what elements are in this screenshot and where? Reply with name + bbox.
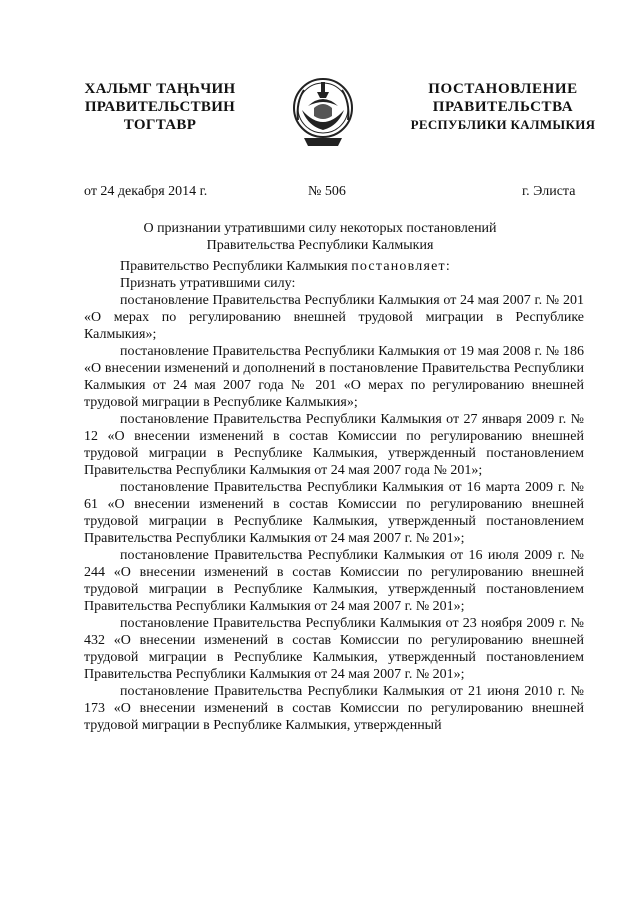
- repealed-item: постановление Правительства Республики Калмыкия от 23 ноября 2009 г. № 432 «О внесении изменений в состав Комиссии по регулированию внешней трудовой миграции в Республике Калмыкия, утвержденный постановлением Правительства Республики Калмыкия от 24 мая 2007 г. № 201»;: [84, 616, 584, 682]
- header-kalmyk: [70, 80, 250, 134]
- coat-of-arms-icon: [290, 72, 356, 152]
- repealed-item: постановление Правительства Республики Калмыкия от 16 марта 2009 г. № 61 «О внесении изменений в состав Комиссии по регулированию внешней трудовой миграции в Республике Калмыкия, утвержденный постановлением Правительства Республики Калмыкия от 24 мая 2007 г. № 201»;: [84, 480, 584, 546]
- header-russian-line: РЕСПУБЛИКИ КАЛМЫКИЯ: [410, 117, 596, 132]
- document-title: [120, 220, 520, 254]
- intro-verb: постановляет:: [351, 259, 451, 274]
- header-russian-line: ПОСТАНОВЛЕНИЕ: [428, 81, 578, 97]
- header-kalmyk-line: ХАЛЬМГ ТАҢҺЧИН: [84, 81, 236, 97]
- document-body: [84, 258, 584, 734]
- repealed-item: постановление Правительства Республики Калмыкия от 27 января 2009 г. № 12 «О внесении изменений в состав Комиссии по регулированию внешней трудовой миграции в Республике Калмыкия, утвержденный постановлением Правительства Республики Калмыкия от 24 мая 2007 года № 201»;: [84, 412, 584, 478]
- intro-paragraph: [84, 258, 584, 275]
- document-meta: [0, 184, 640, 202]
- title-line: О признании утратившими силу некоторых постановлений: [143, 221, 497, 236]
- repealed-item: постановление Правительства Республики Калмыкия от 16 июля 2009 г. № 244 «О внесении изменений в состав Комиссии по регулированию внешней трудовой миграции в Республике Калмыкия, утвержденный постановлением Правительства Республики Калмыкия от 24 мая 2007 г. № 201»;: [84, 548, 584, 614]
- title-line: Правительства Республики Калмыкия: [206, 238, 434, 253]
- header-kalmyk-line: ПРАВИТЕЛЬСТВИН: [84, 99, 236, 115]
- repealed-item: постановление Правительства Республики Калмыкия от 24 мая 2007 г. № 201 «О мерах по регулированию внешней трудовой миграции в Республике Калмыкия»;: [84, 293, 584, 342]
- header-kalmyk-line: ТОГТАВР: [123, 117, 197, 133]
- header-russian-line: ПРАВИТЕЛЬСТВА: [432, 99, 574, 115]
- repealed-item: постановление Правительства Республики Калмыкия от 21 июня 2010 г. № 173 «О внесении изменений в состав Комиссии по регулированию внешней трудовой миграции в Республике Калмыкия, утвержденный: [84, 684, 584, 733]
- document-number: № 506: [308, 184, 346, 199]
- document-date: от 24 декабря 2014 г.: [84, 184, 208, 199]
- header-russian: [398, 80, 608, 134]
- intro-subject: Правительство Республики Калмыкия: [120, 259, 352, 274]
- repealed-item: постановление Правительства Республики Калмыкия от 19 мая 2008 г. № 186 «О внесении изменений и дополнений в постановление Правительства Республики Калмыкия от 24 мая 2007 года № 201 «О мерах по регулированию внешней трудовой миграции в Республике Калмыкия»;: [84, 344, 584, 410]
- recognize-paragraph: Признать утратившими силу:: [120, 276, 296, 291]
- document-city: г. Элиста: [522, 184, 576, 199]
